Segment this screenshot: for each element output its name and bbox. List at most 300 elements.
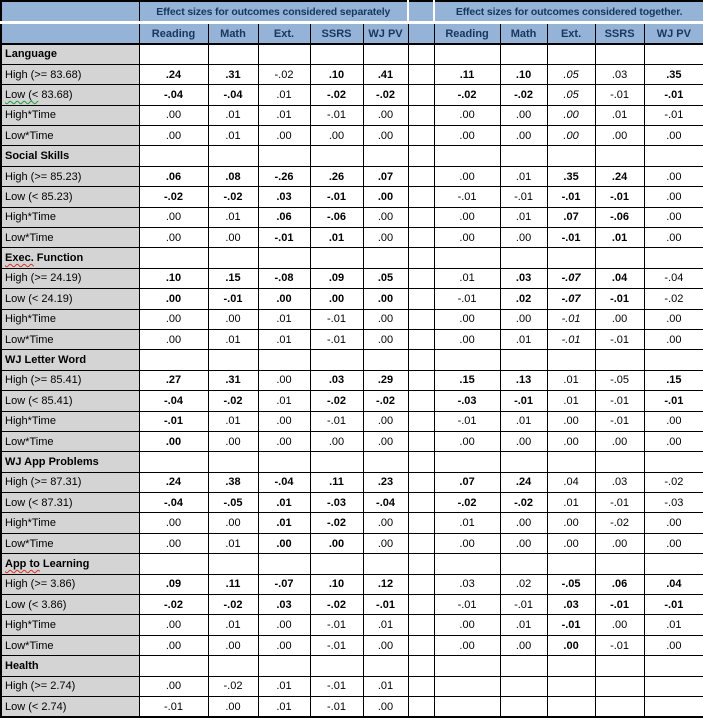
cell-wj-app-problems-title-together-ext[interactable] [547, 452, 595, 472]
cell-wj-letter-word-low-separate-wj-pv[interactable]: -.02 [363, 391, 408, 411]
cell-wj-letter-word-high-time-separate-wj-pv[interactable]: .00 [363, 411, 408, 431]
cell-social-skills-low-time-together-ssrs[interactable]: .01 [595, 228, 644, 248]
cell-social-skills-high-separate-math[interactable]: .08 [208, 166, 258, 186]
cell-app-to-learning-high-separate-ssrs[interactable]: .10 [310, 574, 363, 594]
cell-wj-app-problems-high-time-together-ssrs[interactable]: -.02 [595, 513, 644, 533]
row-label-exec-function-high[interactable]: High (>= 24.19) [1, 268, 139, 288]
cell-app-to-learning-high-separate-wj-pv[interactable]: .12 [363, 574, 408, 594]
cell-language-high-time-separate-ssrs[interactable]: -.01 [310, 105, 363, 125]
cell-wj-letter-word-high-separate-reading[interactable]: .27 [139, 370, 208, 390]
cell-exec-function-low-time-together-ext[interactable]: -.01 [547, 329, 595, 349]
cell-wj-letter-word-low-together-ext[interactable]: .01 [547, 391, 595, 411]
cell-wj-app-problems-title-separate-reading[interactable] [139, 452, 208, 472]
row-label-language-high[interactable]: High (>= 83.68) [1, 64, 139, 84]
row-label-language-low[interactable]: Low (< 83.68) [1, 85, 139, 105]
cell-health-high-together-ext[interactable] [547, 676, 595, 696]
cell-app-to-learning-high-together-reading[interactable]: .03 [434, 574, 500, 594]
cell-exec-function-high-time-together-math[interactable]: .00 [500, 309, 547, 329]
cell-health-low-separate-math[interactable]: .00 [208, 697, 258, 718]
cell-social-skills-high-time-separate-wj-pv[interactable]: .00 [363, 207, 408, 227]
cell-social-skills-title-together-ssrs[interactable] [595, 146, 644, 166]
cell-wj-app-problems-low-time-together-reading[interactable]: .00 [434, 533, 500, 553]
cell-language-high-time-separate-reading[interactable]: .00 [139, 105, 208, 125]
cell-wj-letter-word-low-time-separate-ext[interactable]: .00 [258, 431, 310, 451]
cell-wj-letter-word-high-time-separate-reading[interactable]: -.01 [139, 411, 208, 431]
cell-wj-app-problems-high-time-separate-ext[interactable]: .01 [258, 513, 310, 533]
row-label-social-skills-low[interactable]: Low (< 85.23) [1, 187, 139, 207]
cell-social-skills-title-together-math[interactable] [500, 146, 547, 166]
cell-app-to-learning-low-together-ext[interactable]: .03 [547, 595, 595, 615]
cell-app-to-learning-high-separate-reading[interactable]: .09 [139, 574, 208, 594]
cell-social-skills-title-separate-math[interactable] [208, 146, 258, 166]
cell-wj-app-problems-title-separate-ssrs[interactable] [310, 452, 363, 472]
cell-wj-app-problems-high-time-separate-wj-pv[interactable]: .00 [363, 513, 408, 533]
cell-exec-function-title-together-ext[interactable] [547, 248, 595, 268]
cell-app-to-learning-title-separate-reading[interactable] [139, 554, 208, 574]
row-label-exec-function-high-time[interactable]: High*Time [1, 309, 139, 329]
cell-exec-function-high-time-separate-reading[interactable]: .00 [139, 309, 208, 329]
cell-language-high-time-separate-ext[interactable]: .01 [258, 105, 310, 125]
cell-wj-app-problems-high-together-ssrs[interactable]: .03 [595, 472, 644, 492]
cell-app-to-learning-high-together-math[interactable]: .02 [500, 574, 547, 594]
cell-social-skills-high-time-together-reading[interactable]: .00 [434, 207, 500, 227]
cell-app-to-learning-low-separate-math[interactable]: -.02 [208, 595, 258, 615]
cell-app-to-learning-low-time-separate-math[interactable]: .00 [208, 635, 258, 655]
cell-wj-app-problems-title-separate-wj-pv[interactable] [363, 452, 408, 472]
cell-app-to-learning-low-time-together-ssrs[interactable]: -.01 [595, 635, 644, 655]
cell-social-skills-high-together-ext[interactable]: .35 [547, 166, 595, 186]
cell-wj-app-problems-high-time-together-wj-pv[interactable]: .00 [644, 513, 703, 533]
group-label-health[interactable]: Health [1, 656, 139, 676]
cell-wj-app-problems-high-separate-ssrs[interactable]: .11 [310, 472, 363, 492]
cell-wj-app-problems-low-together-ext[interactable]: .01 [547, 493, 595, 513]
cell-social-skills-high-together-math[interactable]: .01 [500, 166, 547, 186]
cell-social-skills-low-together-ext[interactable]: -.01 [547, 187, 595, 207]
cell-health-high-together-reading[interactable] [434, 676, 500, 696]
row-label-wj-app-problems-high[interactable]: High (>= 87.31) [1, 472, 139, 492]
row-label-language-low-time[interactable]: Low*Time [1, 126, 139, 146]
cell-exec-function-title-separate-wj-pv[interactable] [363, 248, 408, 268]
cell-social-skills-high-time-separate-math[interactable]: .01 [208, 207, 258, 227]
cell-app-to-learning-high-time-separate-math[interactable]: .01 [208, 615, 258, 635]
cell-language-high-together-reading[interactable]: .11 [434, 64, 500, 84]
cell-social-skills-low-time-separate-ext[interactable]: -.01 [258, 228, 310, 248]
group-label-exec-function[interactable]: Exec. Function [1, 248, 139, 268]
cell-wj-letter-word-low-together-ssrs[interactable]: -.01 [595, 391, 644, 411]
cell-exec-function-title-together-wj-pv[interactable] [644, 248, 703, 268]
cell-app-to-learning-low-together-wj-pv[interactable]: -.01 [644, 595, 703, 615]
cell-language-high-separate-ext[interactable]: -.02 [258, 64, 310, 84]
cell-wj-app-problems-low-together-wj-pv[interactable]: -.03 [644, 493, 703, 513]
cell-exec-function-title-separate-ssrs[interactable] [310, 248, 363, 268]
cell-wj-letter-word-low-time-separate-math[interactable]: .00 [208, 431, 258, 451]
cell-social-skills-low-time-together-wj-pv[interactable]: .00 [644, 228, 703, 248]
cell-social-skills-title-separate-wj-pv[interactable] [363, 146, 408, 166]
cell-exec-function-high-together-ssrs[interactable]: .04 [595, 268, 644, 288]
cell-wj-letter-word-high-time-together-ext[interactable]: .00 [547, 411, 595, 431]
cell-wj-letter-word-title-together-math[interactable] [500, 350, 547, 370]
cell-social-skills-low-time-separate-math[interactable]: .00 [208, 228, 258, 248]
cell-wj-app-problems-high-separate-math[interactable]: .38 [208, 472, 258, 492]
cell-wj-app-problems-low-together-ssrs[interactable]: -.01 [595, 493, 644, 513]
cell-language-low-time-separate-wj-pv[interactable]: .00 [363, 126, 408, 146]
cell-health-low-separate-ext[interactable]: .01 [258, 697, 310, 718]
cell-language-low-separate-reading[interactable]: -.04 [139, 85, 208, 105]
cell-exec-function-high-separate-reading[interactable]: .10 [139, 268, 208, 288]
cell-wj-app-problems-title-together-ssrs[interactable] [595, 452, 644, 472]
cell-social-skills-low-separate-math[interactable]: -.02 [208, 187, 258, 207]
cell-wj-letter-word-high-separate-wj-pv[interactable]: .29 [363, 370, 408, 390]
cell-app-to-learning-low-time-together-wj-pv[interactable]: .00 [644, 635, 703, 655]
cell-wj-letter-word-low-time-together-math[interactable]: .00 [500, 431, 547, 451]
cell-wj-app-problems-high-time-together-math[interactable]: .00 [500, 513, 547, 533]
cell-wj-app-problems-high-time-separate-reading[interactable]: .00 [139, 513, 208, 533]
cell-language-high-time-together-math[interactable]: .00 [500, 105, 547, 125]
row-label-app-to-learning-high-time[interactable]: High*Time [1, 615, 139, 635]
cell-wj-app-problems-title-together-wj-pv[interactable] [644, 452, 703, 472]
cell-exec-function-high-separate-ext[interactable]: -.08 [258, 268, 310, 288]
cell-health-high-together-ssrs[interactable] [595, 676, 644, 696]
cell-app-to-learning-low-separate-ext[interactable]: .03 [258, 595, 310, 615]
cell-exec-function-low-separate-reading[interactable]: .00 [139, 289, 208, 309]
cell-exec-function-low-time-separate-ssrs[interactable]: -.01 [310, 329, 363, 349]
cell-exec-function-low-time-together-math[interactable]: .01 [500, 329, 547, 349]
cell-wj-letter-word-low-separate-reading[interactable]: -.04 [139, 391, 208, 411]
cell-language-high-together-math[interactable]: .10 [500, 64, 547, 84]
cell-wj-letter-word-low-together-wj-pv[interactable]: -.01 [644, 391, 703, 411]
cell-language-high-separate-math[interactable]: .31 [208, 64, 258, 84]
cell-language-high-time-together-ssrs[interactable]: .01 [595, 105, 644, 125]
cell-exec-function-title-separate-math[interactable] [208, 248, 258, 268]
group-label-language[interactable]: Language [1, 44, 139, 64]
cell-wj-app-problems-high-separate-reading[interactable]: .24 [139, 472, 208, 492]
cell-language-title-separate-ext[interactable] [258, 44, 310, 64]
cell-language-high-time-together-reading[interactable]: .00 [434, 105, 500, 125]
cell-wj-letter-word-title-separate-ext[interactable] [258, 350, 310, 370]
cell-language-title-separate-ssrs[interactable] [310, 44, 363, 64]
cell-health-title-together-wj-pv[interactable] [644, 656, 703, 676]
cell-app-to-learning-title-together-wj-pv[interactable] [644, 554, 703, 574]
cell-exec-function-low-together-ssrs[interactable]: -.01 [595, 289, 644, 309]
cell-language-low-separate-ext[interactable]: .01 [258, 85, 310, 105]
cell-wj-letter-word-high-together-math[interactable]: .13 [500, 370, 547, 390]
cell-health-high-separate-ext[interactable]: .01 [258, 676, 310, 696]
cell-wj-app-problems-low-time-separate-reading[interactable]: .00 [139, 533, 208, 553]
cell-social-skills-low-time-together-ext[interactable]: -.01 [547, 228, 595, 248]
cell-language-title-together-reading[interactable] [434, 44, 500, 64]
cell-exec-function-low-time-separate-wj-pv[interactable]: .00 [363, 329, 408, 349]
cell-exec-function-high-time-separate-ssrs[interactable]: -.01 [310, 309, 363, 329]
cell-exec-function-high-separate-math[interactable]: .15 [208, 268, 258, 288]
cell-language-low-time-separate-math[interactable]: .01 [208, 126, 258, 146]
cell-exec-function-low-separate-ssrs[interactable]: .00 [310, 289, 363, 309]
cell-app-to-learning-low-time-together-reading[interactable]: .00 [434, 635, 500, 655]
cell-social-skills-high-separate-ext[interactable]: -.26 [258, 166, 310, 186]
cell-health-title-separate-math[interactable] [208, 656, 258, 676]
cell-wj-letter-word-high-together-wj-pv[interactable]: .15 [644, 370, 703, 390]
cell-wj-letter-word-low-time-separate-wj-pv[interactable]: .00 [363, 431, 408, 451]
cell-wj-letter-word-low-together-math[interactable]: -.01 [500, 391, 547, 411]
cell-wj-app-problems-low-time-separate-wj-pv[interactable]: .00 [363, 533, 408, 553]
cell-social-skills-low-separate-ext[interactable]: .03 [258, 187, 310, 207]
cell-language-title-together-math[interactable] [500, 44, 547, 64]
cell-app-to-learning-high-time-separate-reading[interactable]: .00 [139, 615, 208, 635]
cell-language-title-together-wj-pv[interactable] [644, 44, 703, 64]
cell-exec-function-low-time-separate-math[interactable]: .01 [208, 329, 258, 349]
cell-wj-letter-word-low-separate-math[interactable]: -.02 [208, 391, 258, 411]
cell-exec-function-title-together-ssrs[interactable] [595, 248, 644, 268]
cell-wj-letter-word-high-time-together-math[interactable]: .01 [500, 411, 547, 431]
cell-social-skills-high-separate-wj-pv[interactable]: .07 [363, 166, 408, 186]
cell-health-low-together-ext[interactable] [547, 697, 595, 718]
cell-language-low-together-ssrs[interactable]: -.01 [595, 85, 644, 105]
cell-app-to-learning-low-time-together-ext[interactable]: .00 [547, 635, 595, 655]
cell-language-low-separate-ssrs[interactable]: -.02 [310, 85, 363, 105]
cell-language-title-together-ext[interactable] [547, 44, 595, 64]
cell-language-low-time-together-reading[interactable]: .00 [434, 126, 500, 146]
cell-social-skills-low-together-math[interactable]: -.01 [500, 187, 547, 207]
cell-exec-function-title-together-reading[interactable] [434, 248, 500, 268]
cell-language-low-time-separate-reading[interactable]: .00 [139, 126, 208, 146]
cell-app-to-learning-low-time-together-math[interactable]: .00 [500, 635, 547, 655]
cell-language-low-together-ext[interactable]: .05 [547, 85, 595, 105]
cell-social-skills-high-time-together-ext[interactable]: .07 [547, 207, 595, 227]
group-label-wj-app-problems[interactable]: WJ App Problems [1, 452, 139, 472]
cell-wj-app-problems-low-separate-ext[interactable]: .01 [258, 493, 310, 513]
cell-social-skills-low-separate-ssrs[interactable]: -.01 [310, 187, 363, 207]
cell-social-skills-title-together-ext[interactable] [547, 146, 595, 166]
cell-exec-function-high-together-math[interactable]: .03 [500, 268, 547, 288]
cell-wj-letter-word-low-time-together-ssrs[interactable]: .00 [595, 431, 644, 451]
cell-health-high-separate-reading[interactable]: .00 [139, 676, 208, 696]
cell-wj-app-problems-low-together-math[interactable]: -.02 [500, 493, 547, 513]
cell-health-high-together-math[interactable] [500, 676, 547, 696]
cell-language-title-separate-wj-pv[interactable] [363, 44, 408, 64]
cell-health-low-separate-reading[interactable]: -.01 [139, 697, 208, 718]
cell-exec-function-low-separate-wj-pv[interactable]: .00 [363, 289, 408, 309]
cell-health-title-separate-ssrs[interactable] [310, 656, 363, 676]
cell-exec-function-high-together-reading[interactable]: .01 [434, 268, 500, 288]
cell-app-to-learning-high-time-together-reading[interactable]: .00 [434, 615, 500, 635]
cell-exec-function-high-time-together-ssrs[interactable]: .00 [595, 309, 644, 329]
cell-health-low-together-reading[interactable] [434, 697, 500, 718]
cell-language-title-together-ssrs[interactable] [595, 44, 644, 64]
row-label-social-skills-high-time[interactable]: High*Time [1, 207, 139, 227]
cell-app-to-learning-high-time-together-ssrs[interactable]: .00 [595, 615, 644, 635]
group-label-wj-letter-word[interactable]: WJ Letter Word [1, 350, 139, 370]
cell-wj-app-problems-low-separate-reading[interactable]: -.04 [139, 493, 208, 513]
cell-wj-app-problems-low-time-together-ssrs[interactable]: .00 [595, 533, 644, 553]
cell-health-title-together-math[interactable] [500, 656, 547, 676]
cell-app-to-learning-high-together-ext[interactable]: -.05 [547, 574, 595, 594]
cell-wj-letter-word-high-separate-ext[interactable]: .00 [258, 370, 310, 390]
row-label-exec-function-low[interactable]: Low (< 24.19) [1, 289, 139, 309]
cell-exec-function-high-time-together-reading[interactable]: .00 [434, 309, 500, 329]
row-label-wj-letter-word-low-time[interactable]: Low*Time [1, 431, 139, 451]
cell-language-low-together-reading[interactable]: -.02 [434, 85, 500, 105]
cell-exec-function-high-time-together-wj-pv[interactable]: .00 [644, 309, 703, 329]
cell-language-high-separate-wj-pv[interactable]: .41 [363, 64, 408, 84]
cell-app-to-learning-low-together-ssrs[interactable]: -.01 [595, 595, 644, 615]
cell-wj-letter-word-high-time-separate-math[interactable]: .01 [208, 411, 258, 431]
cell-wj-letter-word-high-together-reading[interactable]: .15 [434, 370, 500, 390]
cell-wj-letter-word-high-time-separate-ssrs[interactable]: -.01 [310, 411, 363, 431]
cell-wj-app-problems-low-separate-wj-pv[interactable]: -.04 [363, 493, 408, 513]
cell-social-skills-low-time-separate-reading[interactable]: .00 [139, 228, 208, 248]
cell-health-title-separate-ext[interactable] [258, 656, 310, 676]
cell-wj-letter-word-high-together-ssrs[interactable]: -.05 [595, 370, 644, 390]
cell-language-high-time-together-ext[interactable]: .00 [547, 105, 595, 125]
cell-wj-app-problems-title-together-math[interactable] [500, 452, 547, 472]
row-label-app-to-learning-low[interactable]: Low (< 3.86) [1, 595, 139, 615]
cell-health-title-separate-reading[interactable] [139, 656, 208, 676]
cell-social-skills-low-time-together-reading[interactable]: .00 [434, 228, 500, 248]
cell-app-to-learning-low-separate-wj-pv[interactable]: -.01 [363, 595, 408, 615]
cell-app-to-learning-high-time-together-math[interactable]: .01 [500, 615, 547, 635]
cell-wj-app-problems-title-separate-ext[interactable] [258, 452, 310, 472]
row-label-app-to-learning-low-time[interactable]: Low*Time [1, 635, 139, 655]
cell-app-to-learning-low-together-reading[interactable]: -.01 [434, 595, 500, 615]
cell-social-skills-high-time-together-math[interactable]: .01 [500, 207, 547, 227]
cell-social-skills-high-time-together-ssrs[interactable]: -.06 [595, 207, 644, 227]
cell-language-title-separate-reading[interactable] [139, 44, 208, 64]
cell-wj-app-problems-low-time-separate-ext[interactable]: .00 [258, 533, 310, 553]
cell-wj-app-problems-high-together-math[interactable]: .24 [500, 472, 547, 492]
cell-wj-letter-word-low-separate-ssrs[interactable]: -.02 [310, 391, 363, 411]
cell-wj-letter-word-high-time-together-reading[interactable]: -.01 [434, 411, 500, 431]
cell-exec-function-low-time-separate-ext[interactable]: .01 [258, 329, 310, 349]
cell-language-high-time-separate-wj-pv[interactable]: .00 [363, 105, 408, 125]
cell-app-to-learning-low-time-separate-wj-pv[interactable]: .00 [363, 635, 408, 655]
cell-wj-letter-word-low-time-together-wj-pv[interactable]: .00 [644, 431, 703, 451]
cell-social-skills-title-together-reading[interactable] [434, 146, 500, 166]
cell-language-low-time-together-wj-pv[interactable]: .00 [644, 126, 703, 146]
cell-language-high-separate-ssrs[interactable]: .10 [310, 64, 363, 84]
cell-exec-function-high-separate-wj-pv[interactable]: .05 [363, 268, 408, 288]
row-label-wj-app-problems-low[interactable]: Low (< 87.31) [1, 493, 139, 513]
cell-health-high-together-wj-pv[interactable] [644, 676, 703, 696]
cell-language-low-time-together-ssrs[interactable]: .00 [595, 126, 644, 146]
cell-exec-function-low-time-together-reading[interactable]: .00 [434, 329, 500, 349]
cell-wj-letter-word-low-together-reading[interactable]: -.03 [434, 391, 500, 411]
cell-exec-function-low-time-together-wj-pv[interactable]: .00 [644, 329, 703, 349]
cell-app-to-learning-high-time-separate-wj-pv[interactable]: .01 [363, 615, 408, 635]
cell-app-to-learning-low-together-math[interactable]: -.01 [500, 595, 547, 615]
cell-wj-letter-word-high-separate-ssrs[interactable]: .03 [310, 370, 363, 390]
cell-social-skills-low-together-reading[interactable]: -.01 [434, 187, 500, 207]
cell-social-skills-high-time-together-wj-pv[interactable]: .00 [644, 207, 703, 227]
cell-wj-app-problems-title-separate-math[interactable] [208, 452, 258, 472]
cell-app-to-learning-high-separate-math[interactable]: .11 [208, 574, 258, 594]
cell-app-to-learning-low-separate-ssrs[interactable]: -.02 [310, 595, 363, 615]
cell-language-low-separate-wj-pv[interactable]: -.02 [363, 85, 408, 105]
cell-app-to-learning-title-together-math[interactable] [500, 554, 547, 574]
cell-app-to-learning-title-separate-ssrs[interactable] [310, 554, 363, 574]
cell-wj-app-problems-high-time-separate-ssrs[interactable]: -.02 [310, 513, 363, 533]
cell-health-high-separate-wj-pv[interactable]: .01 [363, 676, 408, 696]
cell-health-title-together-ext[interactable] [547, 656, 595, 676]
cell-exec-function-title-separate-ext[interactable] [258, 248, 310, 268]
cell-wj-app-problems-high-time-separate-math[interactable]: .00 [208, 513, 258, 533]
cell-social-skills-low-separate-wj-pv[interactable]: .00 [363, 187, 408, 207]
cell-wj-app-problems-high-time-together-ext[interactable]: .00 [547, 513, 595, 533]
cell-social-skills-high-separate-ssrs[interactable]: .26 [310, 166, 363, 186]
cell-health-title-together-ssrs[interactable] [595, 656, 644, 676]
cell-wj-app-problems-high-time-together-reading[interactable]: .01 [434, 513, 500, 533]
cell-wj-letter-word-low-time-separate-ssrs[interactable]: .00 [310, 431, 363, 451]
cell-wj-app-problems-low-time-separate-math[interactable]: .01 [208, 533, 258, 553]
cell-wj-app-problems-low-together-reading[interactable]: -.02 [434, 493, 500, 513]
cell-health-title-together-reading[interactable] [434, 656, 500, 676]
cell-app-to-learning-high-time-together-ext[interactable]: -.01 [547, 615, 595, 635]
cell-app-to-learning-high-together-wj-pv[interactable]: .04 [644, 574, 703, 594]
cell-wj-app-problems-low-time-together-math[interactable]: .00 [500, 533, 547, 553]
cell-exec-function-low-together-math[interactable]: .02 [500, 289, 547, 309]
cell-health-high-separate-math[interactable]: -.02 [208, 676, 258, 696]
cell-wj-letter-word-low-time-separate-reading[interactable]: .00 [139, 431, 208, 451]
row-label-wj-app-problems-high-time[interactable]: High*Time [1, 513, 139, 533]
row-label-health-low[interactable]: Low (< 2.74) [1, 697, 139, 718]
cell-app-to-learning-title-separate-wj-pv[interactable] [363, 554, 408, 574]
cell-app-to-learning-low-time-separate-ext[interactable]: .00 [258, 635, 310, 655]
cell-social-skills-high-together-reading[interactable]: .00 [434, 166, 500, 186]
cell-language-low-time-separate-ext[interactable]: .00 [258, 126, 310, 146]
cell-exec-function-low-separate-ext[interactable]: .00 [258, 289, 310, 309]
cell-social-skills-low-together-wj-pv[interactable]: .00 [644, 187, 703, 207]
cell-wj-letter-word-high-time-separate-ext[interactable]: .00 [258, 411, 310, 431]
group-label-app-to-learning[interactable]: App to Learning [1, 554, 139, 574]
row-label-wj-letter-word-low[interactable]: Low (< 85.41) [1, 391, 139, 411]
cell-app-to-learning-title-together-ext[interactable] [547, 554, 595, 574]
cell-wj-letter-word-title-separate-wj-pv[interactable] [363, 350, 408, 370]
cell-language-high-together-ssrs[interactable]: .03 [595, 64, 644, 84]
cell-social-skills-high-time-separate-ssrs[interactable]: -.06 [310, 207, 363, 227]
cell-exec-function-high-time-separate-ext[interactable]: .01 [258, 309, 310, 329]
cell-language-low-together-math[interactable]: -.02 [500, 85, 547, 105]
cell-wj-app-problems-high-separate-ext[interactable]: -.04 [258, 472, 310, 492]
cell-app-to-learning-high-separate-ext[interactable]: -.07 [258, 574, 310, 594]
row-label-social-skills-high[interactable]: High (>= 85.23) [1, 166, 139, 186]
cell-exec-function-low-together-wj-pv[interactable]: -.02 [644, 289, 703, 309]
cell-social-skills-high-together-wj-pv[interactable]: .00 [644, 166, 703, 186]
cell-exec-function-high-together-ext[interactable]: -.07 [547, 268, 595, 288]
cell-language-high-time-separate-math[interactable]: .01 [208, 105, 258, 125]
cell-language-high-together-wj-pv[interactable]: .35 [644, 64, 703, 84]
cell-social-skills-title-separate-reading[interactable] [139, 146, 208, 166]
cell-app-to-learning-title-separate-math[interactable] [208, 554, 258, 574]
cell-language-low-time-together-math[interactable]: .00 [500, 126, 547, 146]
group-label-social-skills[interactable]: Social Skills [1, 146, 139, 166]
row-label-language-high-time[interactable]: High*Time [1, 105, 139, 125]
row-label-health-high[interactable]: High (>= 2.74) [1, 676, 139, 696]
cell-wj-letter-word-high-time-together-wj-pv[interactable]: .00 [644, 411, 703, 431]
cell-wj-app-problems-high-together-wj-pv[interactable]: -.02 [644, 472, 703, 492]
cell-exec-function-low-together-ext[interactable]: -.07 [547, 289, 595, 309]
cell-language-high-time-together-wj-pv[interactable]: -.01 [644, 105, 703, 125]
cell-wj-letter-word-title-separate-ssrs[interactable] [310, 350, 363, 370]
row-label-social-skills-low-time[interactable]: Low*Time [1, 228, 139, 248]
cell-social-skills-high-separate-reading[interactable]: .06 [139, 166, 208, 186]
cell-exec-function-high-time-together-ext[interactable]: -.01 [547, 309, 595, 329]
row-label-wj-letter-word-high[interactable]: High (>= 85.41) [1, 370, 139, 390]
cell-health-low-together-ssrs[interactable] [595, 697, 644, 718]
cell-wj-app-problems-high-separate-wj-pv[interactable]: .23 [363, 472, 408, 492]
cell-language-high-together-ext[interactable]: .05 [547, 64, 595, 84]
cell-app-to-learning-high-time-together-wj-pv[interactable]: .01 [644, 615, 703, 635]
cell-wj-letter-word-low-time-together-ext[interactable]: .00 [547, 431, 595, 451]
cell-health-low-together-math[interactable] [500, 697, 547, 718]
cell-social-skills-low-time-separate-ssrs[interactable]: .01 [310, 228, 363, 248]
